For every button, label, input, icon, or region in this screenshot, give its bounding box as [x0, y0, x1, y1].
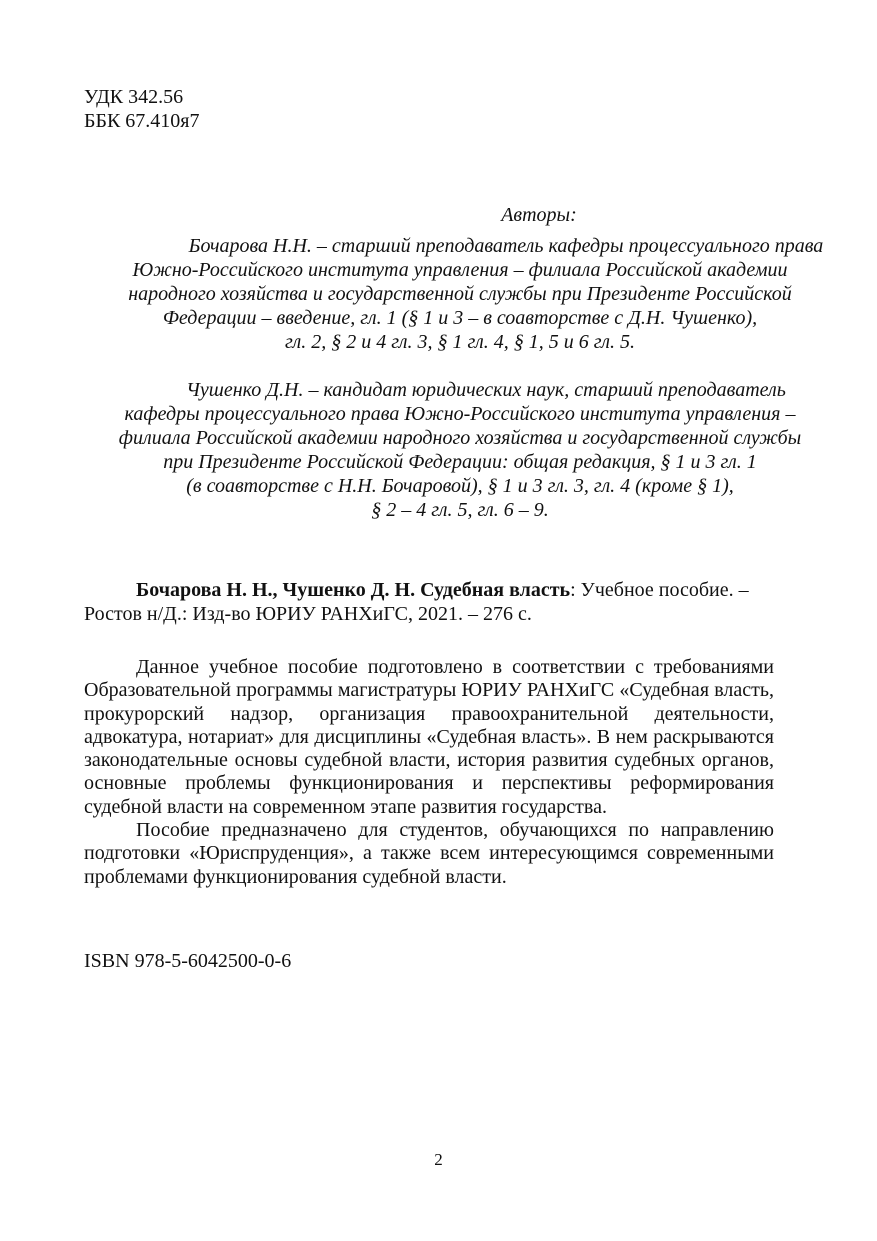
bibliographic-description [84, 578, 774, 626]
biblio-line-2: Ростов н/Д.: Изд-во ЮРИУ РАНХиГС, 2021. – 276 с. [84, 603, 532, 625]
author-line: Федерации – введение, гл. 1 (§ 1 и 3 – в соавторстве с Д.Н. Чушенко), [162, 307, 758, 329]
author-line: гл. 2, § 2 и 4 гл. 3, § 1 гл. 4, § 1, 5 и 6 гл. 5. [284, 331, 636, 353]
classification-codes [84, 85, 200, 133]
author-entry-bocharova [80, 234, 840, 354]
biblio-publication-type: : Учебное пособие. – [570, 579, 749, 601]
bbk-code: ББК 67.410я7 [84, 110, 200, 132]
author-line: Южно-Российского института управления – филиала Российской академии [132, 259, 788, 281]
page-number: 2 [434, 1150, 443, 1169]
author-line: Чушенко Д.Н. – кандидат юридических наук, старший преподаватель [186, 379, 786, 401]
abstract-paragraph: Данное учебное пособие подготовлено в соответствии с требованиями Образовательной программы магистратуры ЮРИУ РАНХиГС «Судебная власть, прокурорский надзор, организация правоохранительной деятельности, адвокатура, нотариат» для дисциплины «Судебная власть». В нем раскрываются законодательные основы судебной власти, история развития судебных органов, основные проблемы функционирования и перспективы реформирования судебной власти на современном этапе развития государства. [84, 656, 774, 818]
biblio-line-1 [84, 578, 774, 602]
author-line: Бочарова Н.Н. – старший преподаватель кафедры процессуального права [188, 235, 824, 257]
isbn: ISBN 978-5-6042500-0-6 [84, 950, 292, 972]
author-entry-chushenko [80, 378, 840, 522]
author-line: филиала Российской академии народного хозяйства и государственной службы [118, 427, 802, 449]
abstract-paragraph: Пособие предназначено для студентов, обучающихся по направлению подготовки «Юриспруденция», а также всем интересующимся современными проблемами функционирования судебной власти. [84, 819, 774, 888]
author-line: кафедры процессуального права Южно-Российского института управления – [124, 403, 796, 425]
author-line: § 2 – 4 гл. 5, гл. 6 – 9. [371, 499, 549, 521]
udk-code: УДК 342.56 [84, 86, 184, 108]
authors-section [80, 203, 840, 522]
abstract [84, 656, 774, 889]
authors-heading: Авторы: [501, 204, 577, 226]
author-line: народного хозяйства и государственной службы при Президенте Российской [128, 283, 792, 305]
author-line: (в соавторстве с Н.Н. Бочаровой), § 1 и 3 гл. 3, гл. 4 (кроме § 1), [186, 475, 734, 497]
biblio-authors-title: Бочарова Н. Н., Чушенко Д. Н. Судебная власть [136, 579, 571, 601]
author-line: при Президенте Российской Федерации: общая редакция, § 1 и 3 гл. 1 [163, 451, 757, 473]
